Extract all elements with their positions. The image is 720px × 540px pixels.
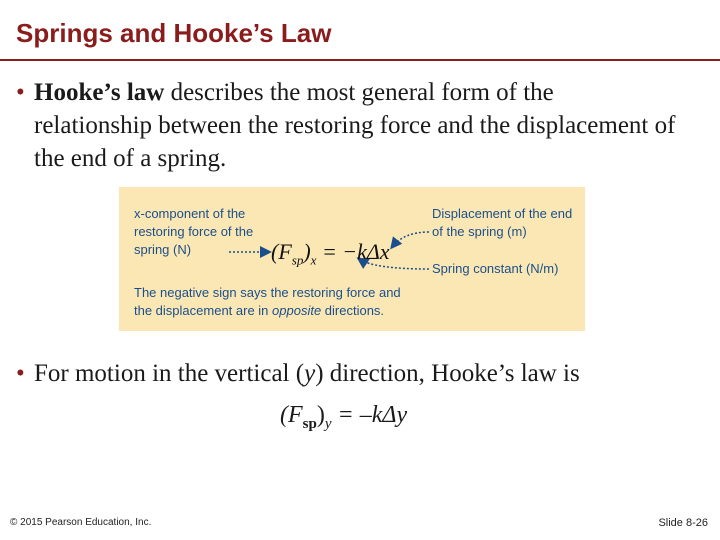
bullet-text <box>16 76 676 175</box>
copyright-text: © 2015 Pearson Education, Inc. <box>10 517 152 528</box>
figure-equation: $(F_{sp})_x = -k\Delta x$ <box>271 239 390 268</box>
spring-constant-label: Spring constant (N/m) <box>432 261 559 276</box>
slide-number: Slide 8-26 <box>658 517 708 529</box>
bullet-marker: • <box>16 360 25 387</box>
sign-note: The negative sign says the restoring force and the displacement are in opposite directions. <box>134 285 401 318</box>
bullet-bold-term: Hooke’s law <box>34 79 165 106</box>
bullet-text: For motion in the vertical (y) direction, Hooke’s law is <box>34 360 580 387</box>
arrow-displacement <box>392 232 429 247</box>
hookes-law-figure <box>119 187 585 331</box>
bullet-marker: • <box>16 79 25 106</box>
vertical-hookes-formula: $(F_{sp})_y = -k\Delta y$ <box>280 402 408 432</box>
bullet-hookes-law-definition <box>16 76 676 175</box>
slide-title: Springs and Hooke’s Law <box>16 18 332 48</box>
bullet-text-rest: describes the most general form of the relationship between the restoring force and the displacement of the end of a spring. <box>34 79 676 172</box>
displacement-label: Displacement of the end of the spring (m) <box>432 206 573 239</box>
bullet-vertical-motion <box>16 357 676 390</box>
force-label: x-component of the restoring force of the spring (N) <box>134 206 254 257</box>
title-divider <box>0 59 720 61</box>
